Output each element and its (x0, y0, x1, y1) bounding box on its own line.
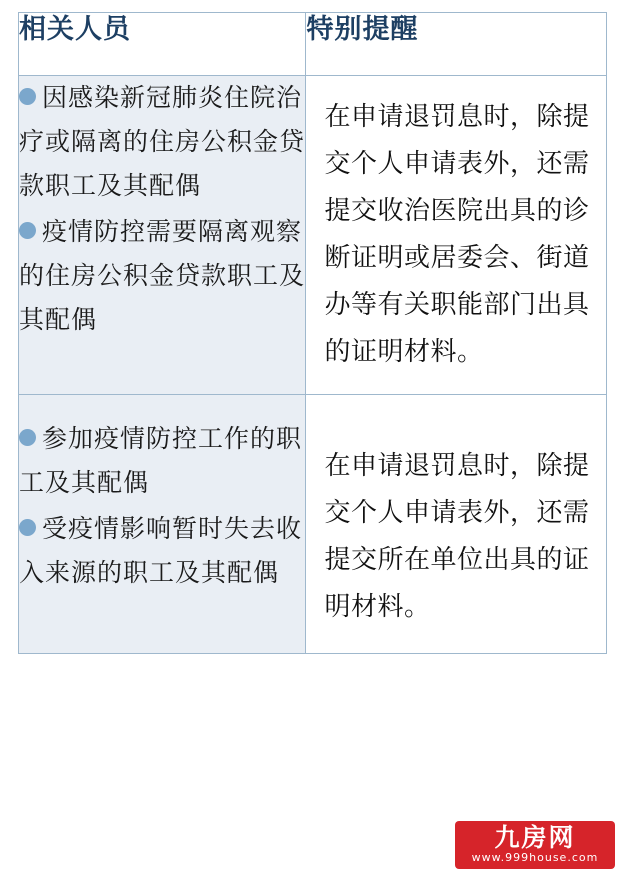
bullet-dot-icon (19, 429, 36, 446)
row1-bullet-list (19, 76, 305, 342)
notice-text-normal: 在申请退罚息时，除提交个人申请表外，还需提交所 (324, 451, 590, 575)
row1-notice-paragraph (324, 94, 590, 376)
watermark-site-name: 九房网 (494, 823, 576, 852)
list-item (19, 210, 305, 342)
table-header-label-notice: 特别提醒 (306, 14, 419, 45)
table-header-row (19, 13, 607, 76)
row1-personnel-cell (19, 76, 306, 395)
table-header-cell-notice (306, 13, 607, 76)
bullet-text: 受疫情影响暂时失去收入来源的职工及其配偶 (19, 514, 303, 587)
bullet-dot-icon (19, 88, 36, 105)
list-item (19, 76, 305, 208)
table-row (19, 76, 607, 395)
list-item (19, 507, 305, 595)
site-watermark (455, 821, 615, 869)
bullet-dot-icon (19, 222, 36, 239)
notice-text-bold: 收治医院出具的诊断证明或居委会、街道办等有关职能部门出具的证明材料。 (324, 196, 590, 367)
list-item (19, 417, 305, 505)
row1-notice-cell (306, 76, 607, 395)
bullet-text: 因感染新冠肺炎住院治疗或隔离的住房公积金贷款职工及其配偶 (19, 83, 306, 200)
notice-text-bold: 在单位出具的证明材料。 (324, 545, 590, 622)
bullet-text: 参加疫情防控工作的职工及其配偶 (19, 424, 303, 497)
row2-personnel-cell (19, 395, 306, 654)
table-header-label-personnel: 相关人员 (19, 14, 131, 45)
table-row (19, 395, 607, 654)
info-table (18, 12, 607, 654)
row2-notice-paragraph (324, 443, 590, 631)
bullet-dot-icon (19, 519, 36, 536)
row2-notice-cell (306, 395, 607, 654)
row2-bullet-list (19, 417, 305, 595)
watermark-site-url: www.999house.com (471, 851, 599, 864)
bullet-text: 疫情防控需要隔离观察的住房公积金贷款职工及其配偶 (19, 217, 306, 334)
table-header-cell-personnel (19, 13, 306, 76)
notice-text-normal: 在申请退罚息时，除提交个人申请表外，还需提交 (324, 102, 590, 226)
